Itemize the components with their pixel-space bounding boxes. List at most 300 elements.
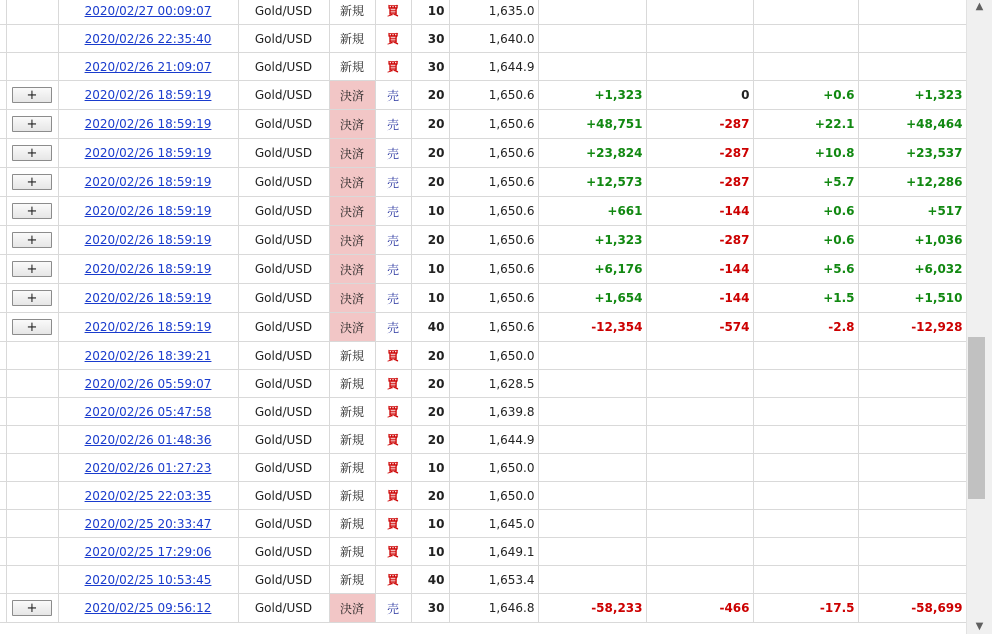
price-cell: 1,650.6: [449, 313, 538, 342]
expand-cell: [6, 139, 58, 168]
pl-cell: [538, 0, 646, 25]
symbol-cell: Gold/USD: [238, 594, 329, 623]
pips-cell: [753, 454, 858, 482]
trade-type-cell: 新規: [329, 566, 375, 594]
pl-cell: [538, 426, 646, 454]
expand-cell: [6, 81, 58, 110]
swap-cell: -574: [646, 313, 753, 342]
total-pl-cell: [858, 0, 966, 25]
scroll-thumb[interactable]: [968, 337, 985, 499]
pl-cell: +48,751: [538, 110, 646, 139]
price-cell: 1,650.6: [449, 197, 538, 226]
quantity-cell: 20: [411, 342, 449, 370]
total-pl-cell: +23,537: [858, 139, 966, 168]
trade-datetime-link[interactable]: 2020/02/26 05:47:58: [84, 404, 212, 419]
datetime-cell: [58, 110, 238, 139]
expand-cell: [6, 594, 58, 623]
pl-cell: [538, 538, 646, 566]
symbol-cell: Gold/USD: [238, 370, 329, 398]
trade-type-cell: 決済: [329, 594, 375, 623]
trade-type-cell: 決済: [329, 226, 375, 255]
expand-cell: [6, 538, 58, 566]
expand-button[interactable]: +: [12, 261, 52, 277]
table-row: [0, 566, 966, 594]
trade-side-cell: 売: [375, 594, 411, 623]
symbol-cell: Gold/USD: [238, 284, 329, 313]
pl-cell: -12,354: [538, 313, 646, 342]
table-row: [0, 313, 966, 342]
pips-cell: [753, 426, 858, 454]
swap-cell: -144: [646, 284, 753, 313]
total-pl-cell: +1,036: [858, 226, 966, 255]
trade-side-cell: 買: [375, 566, 411, 594]
quantity-cell: 30: [411, 25, 449, 53]
table-row: [0, 594, 966, 623]
price-cell: 1,650.6: [449, 81, 538, 110]
table-row: [0, 53, 966, 81]
trade-side-cell: 売: [375, 313, 411, 342]
table-row: [0, 168, 966, 197]
price-cell: 1,640.0: [449, 25, 538, 53]
expand-button[interactable]: +: [12, 174, 52, 190]
pips-cell: -2.8: [753, 313, 858, 342]
price-cell: 1,645.0: [449, 510, 538, 538]
expand-cell: [6, 454, 58, 482]
price-cell: 1,628.5: [449, 370, 538, 398]
swap-cell: -466: [646, 594, 753, 623]
expand-button[interactable]: +: [12, 145, 52, 161]
pips-cell: +0.6: [753, 197, 858, 226]
datetime-cell: [58, 197, 238, 226]
datetime-cell: [58, 426, 238, 454]
trade-datetime-link[interactable]: 2020/02/27 00:09:07: [84, 3, 212, 18]
pips-cell: +1.5: [753, 284, 858, 313]
table-row: [0, 110, 966, 139]
trade-datetime-link[interactable]: 2020/02/26 18:59:19: [84, 88, 212, 102]
trade-type-cell: 決済: [329, 139, 375, 168]
datetime-cell: [58, 255, 238, 284]
swap-cell: [646, 482, 753, 510]
datetime-cell: [58, 0, 238, 25]
quantity-cell: 10: [411, 284, 449, 313]
swap-cell: [646, 538, 753, 566]
price-cell: 1,635.0: [449, 0, 538, 25]
price-cell: 1,639.8: [449, 398, 538, 426]
trade-datetime-link[interactable]: 2020/02/26 18:59:19: [84, 204, 212, 218]
swap-cell: [646, 25, 753, 53]
total-pl-cell: [858, 482, 966, 510]
pips-cell: +22.1: [753, 110, 858, 139]
price-cell: 1,644.9: [449, 53, 538, 81]
swap-cell: [646, 426, 753, 454]
pips-cell: -17.5: [753, 594, 858, 623]
swap-cell: [646, 398, 753, 426]
swap-cell: -287: [646, 110, 753, 139]
quantity-cell: 40: [411, 566, 449, 594]
table-row: [0, 255, 966, 284]
quantity-cell: 30: [411, 53, 449, 81]
trade-side-cell: 買: [375, 0, 411, 25]
table-row: [0, 0, 966, 25]
datetime-cell: [58, 53, 238, 81]
swap-cell: [646, 370, 753, 398]
table-row: [0, 510, 966, 538]
pl-cell: -58,233: [538, 594, 646, 623]
trade-type-cell: 新規: [329, 342, 375, 370]
datetime-cell: [58, 398, 238, 426]
symbol-cell: Gold/USD: [238, 226, 329, 255]
table-row: [0, 284, 966, 313]
swap-cell: -287: [646, 168, 753, 197]
swap-cell: -287: [646, 226, 753, 255]
pips-cell: [753, 53, 858, 81]
pips-cell: +0.6: [753, 81, 858, 110]
table-row: [0, 538, 966, 566]
total-pl-cell: +6,032: [858, 255, 966, 284]
trade-datetime-link[interactable]: 2020/02/26 18:59:19: [84, 233, 212, 247]
expand-cell: [6, 426, 58, 454]
datetime-cell: [58, 284, 238, 313]
quantity-cell: 20: [411, 168, 449, 197]
expand-cell: [6, 168, 58, 197]
price-cell: 1,650.6: [449, 284, 538, 313]
symbol-cell: Gold/USD: [238, 0, 329, 25]
trade-datetime-link[interactable]: 2020/02/26 18:59:19: [84, 175, 212, 189]
datetime-cell: [58, 139, 238, 168]
scroll-up-icon[interactable]: ▲: [975, 1, 984, 12]
symbol-cell: Gold/USD: [238, 139, 329, 168]
pips-cell: [753, 482, 858, 510]
expand-cell: [6, 53, 58, 81]
table-row: [0, 370, 966, 398]
expand-button[interactable]: +: [12, 232, 52, 248]
trade-side-cell: 買: [375, 538, 411, 566]
pl-cell: [538, 398, 646, 426]
quantity-cell: 10: [411, 538, 449, 566]
trade-datetime-link[interactable]: 2020/02/26 22:35:40: [84, 31, 212, 46]
pl-cell: +1,323: [538, 226, 646, 255]
pips-cell: [753, 342, 858, 370]
trade-side-cell: 買: [375, 342, 411, 370]
pl-cell: +6,176: [538, 255, 646, 284]
total-pl-cell: [858, 53, 966, 81]
trade-datetime-link[interactable]: 2020/02/25 17:29:06: [84, 544, 212, 559]
table-row: [0, 139, 966, 168]
pips-cell: [753, 566, 858, 594]
trade-type-cell: 新規: [329, 426, 375, 454]
datetime-cell: [58, 313, 238, 342]
trade-type-cell: 決済: [329, 284, 375, 313]
datetime-cell: [58, 566, 238, 594]
pl-cell: +12,573: [538, 168, 646, 197]
trade-type-cell: 新規: [329, 538, 375, 566]
pips-cell: +5.7: [753, 168, 858, 197]
price-cell: 1,644.9: [449, 426, 538, 454]
expand-cell: [6, 25, 58, 53]
trade-side-cell: 売: [375, 197, 411, 226]
expand-cell: [6, 313, 58, 342]
trade-side-cell: 買: [375, 53, 411, 81]
swap-cell: -287: [646, 139, 753, 168]
symbol-cell: Gold/USD: [238, 81, 329, 110]
trade-datetime-link[interactable]: 2020/02/26 05:59:07: [84, 376, 212, 391]
table-row: [0, 426, 966, 454]
datetime-cell: [58, 510, 238, 538]
datetime-cell: [58, 226, 238, 255]
pl-cell: [538, 510, 646, 538]
datetime-cell: [58, 594, 238, 623]
symbol-cell: Gold/USD: [238, 454, 329, 482]
quantity-cell: 40: [411, 313, 449, 342]
total-pl-cell: [858, 538, 966, 566]
trade-datetime-link[interactable]: 2020/02/26 21:09:07: [84, 59, 212, 74]
quantity-cell: 20: [411, 482, 449, 510]
pips-cell: [753, 370, 858, 398]
symbol-cell: Gold/USD: [238, 168, 329, 197]
swap-cell: [646, 454, 753, 482]
symbol-cell: Gold/USD: [238, 255, 329, 284]
trade-type-cell: 決済: [329, 168, 375, 197]
expand-cell: [6, 0, 58, 25]
quantity-cell: 30: [411, 594, 449, 623]
expand-button[interactable]: +: [12, 116, 52, 132]
total-pl-cell: [858, 426, 966, 454]
trade-side-cell: 売: [375, 168, 411, 197]
trade-datetime-link[interactable]: 2020/02/25 10:53:45: [84, 572, 212, 587]
pl-cell: +1,654: [538, 284, 646, 313]
trade-type-cell: 新規: [329, 398, 375, 426]
trade-type-cell: 決済: [329, 255, 375, 284]
pl-cell: [538, 53, 646, 81]
swap-cell: -144: [646, 197, 753, 226]
pl-cell: [538, 454, 646, 482]
trade-datetime-link[interactable]: 2020/02/25 09:56:12: [84, 601, 212, 615]
trade-datetime-link[interactable]: 2020/02/26 18:39:21: [84, 348, 212, 363]
expand-cell: [6, 482, 58, 510]
price-cell: 1,650.0: [449, 342, 538, 370]
expand-cell: [6, 255, 58, 284]
symbol-cell: Gold/USD: [238, 25, 329, 53]
trade-side-cell: 売: [375, 81, 411, 110]
price-cell: 1,653.4: [449, 566, 538, 594]
quantity-cell: 20: [411, 226, 449, 255]
quantity-cell: 10: [411, 510, 449, 538]
price-cell: 1,650.6: [449, 226, 538, 255]
pl-cell: +1,323: [538, 81, 646, 110]
table-row: [0, 482, 966, 510]
quantity-cell: 10: [411, 454, 449, 482]
quantity-cell: 10: [411, 0, 449, 25]
total-pl-cell: [858, 370, 966, 398]
datetime-cell: [58, 538, 238, 566]
trade-datetime-link[interactable]: 2020/02/26 18:59:19: [84, 320, 212, 334]
pl-cell: [538, 370, 646, 398]
total-pl-cell: +12,286: [858, 168, 966, 197]
total-pl-cell: [858, 510, 966, 538]
price-cell: 1,646.8: [449, 594, 538, 623]
datetime-cell: [58, 342, 238, 370]
total-pl-cell: +48,464: [858, 110, 966, 139]
swap-cell: [646, 566, 753, 594]
expand-button[interactable]: +: [12, 600, 52, 616]
trade-side-cell: 買: [375, 454, 411, 482]
trade-type-cell: 新規: [329, 482, 375, 510]
symbol-cell: Gold/USD: [238, 510, 329, 538]
price-cell: 1,650.6: [449, 110, 538, 139]
trade-side-cell: 売: [375, 284, 411, 313]
expand-button[interactable]: +: [12, 319, 52, 335]
total-pl-cell: [858, 398, 966, 426]
datetime-cell: [58, 454, 238, 482]
symbol-cell: Gold/USD: [238, 482, 329, 510]
trade-datetime-link[interactable]: 2020/02/26 01:27:23: [84, 460, 212, 475]
table-row: [0, 81, 966, 110]
pips-cell: +0.6: [753, 226, 858, 255]
pl-cell: [538, 342, 646, 370]
symbol-cell: Gold/USD: [238, 313, 329, 342]
symbol-cell: Gold/USD: [238, 197, 329, 226]
expand-button[interactable]: +: [12, 290, 52, 306]
trade-side-cell: 買: [375, 25, 411, 53]
datetime-cell: [58, 370, 238, 398]
swap-cell: [646, 510, 753, 538]
datetime-cell: [58, 81, 238, 110]
quantity-cell: 20: [411, 81, 449, 110]
pl-cell: [538, 482, 646, 510]
vertical-scrollbar[interactable]: [966, 0, 992, 634]
expand-cell: [6, 110, 58, 139]
quantity-cell: 20: [411, 139, 449, 168]
expand-cell: [6, 197, 58, 226]
trade-datetime-link[interactable]: 2020/02/26 18:59:19: [84, 146, 212, 160]
table-row: [0, 226, 966, 255]
trade-datetime-link[interactable]: 2020/02/26 01:48:36: [84, 432, 212, 447]
expand-cell: [6, 510, 58, 538]
trade-datetime-link[interactable]: 2020/02/25 20:33:47: [84, 516, 212, 531]
trade-type-cell: 新規: [329, 53, 375, 81]
symbol-cell: Gold/USD: [238, 398, 329, 426]
trade-type-cell: 新規: [329, 25, 375, 53]
symbol-cell: Gold/USD: [238, 538, 329, 566]
total-pl-cell: [858, 566, 966, 594]
scroll-down-icon[interactable]: ▼: [975, 621, 984, 632]
trade-datetime-link[interactable]: 2020/02/25 22:03:35: [84, 488, 212, 503]
total-pl-cell: +1,323: [858, 81, 966, 110]
expand-cell: [6, 342, 58, 370]
pl-cell: +661: [538, 197, 646, 226]
trade-side-cell: 売: [375, 226, 411, 255]
symbol-cell: Gold/USD: [238, 426, 329, 454]
trade-type-cell: 新規: [329, 454, 375, 482]
symbol-cell: Gold/USD: [238, 566, 329, 594]
expand-cell: [6, 566, 58, 594]
swap-cell: 0: [646, 81, 753, 110]
trade-type-cell: 新規: [329, 0, 375, 25]
swap-cell: [646, 53, 753, 81]
price-cell: 1,650.0: [449, 454, 538, 482]
trade-side-cell: 買: [375, 370, 411, 398]
pl-cell: [538, 25, 646, 53]
table-row: [0, 398, 966, 426]
pips-cell: +5.6: [753, 255, 858, 284]
trade-side-cell: 買: [375, 482, 411, 510]
trade-side-cell: 売: [375, 110, 411, 139]
pips-cell: [753, 0, 858, 25]
total-pl-cell: [858, 25, 966, 53]
total-pl-cell: +1,510: [858, 284, 966, 313]
datetime-cell: [58, 482, 238, 510]
quantity-cell: 20: [411, 370, 449, 398]
pl-cell: +23,824: [538, 139, 646, 168]
expand-cell: [6, 284, 58, 313]
trade-type-cell: 決済: [329, 81, 375, 110]
symbol-cell: Gold/USD: [238, 53, 329, 81]
symbol-cell: Gold/USD: [238, 342, 329, 370]
expand-button[interactable]: +: [12, 87, 52, 103]
swap-cell: [646, 0, 753, 25]
trade-side-cell: 売: [375, 139, 411, 168]
swap-cell: [646, 342, 753, 370]
pips-cell: [753, 398, 858, 426]
quantity-cell: 10: [411, 255, 449, 284]
table-row: [0, 454, 966, 482]
price-cell: 1,650.6: [449, 255, 538, 284]
trade-type-cell: 新規: [329, 370, 375, 398]
datetime-cell: [58, 168, 238, 197]
expand-cell: [6, 370, 58, 398]
total-pl-cell: [858, 454, 966, 482]
quantity-cell: 20: [411, 110, 449, 139]
trade-type-cell: 決済: [329, 313, 375, 342]
table-row: [0, 342, 966, 370]
swap-cell: -144: [646, 255, 753, 284]
total-pl-cell: +517: [858, 197, 966, 226]
total-pl-cell: -12,928: [858, 313, 966, 342]
table-row: [0, 197, 966, 226]
price-cell: 1,650.6: [449, 139, 538, 168]
table-row: [0, 25, 966, 53]
trade-side-cell: 買: [375, 398, 411, 426]
trade-side-cell: 買: [375, 426, 411, 454]
quantity-cell: 20: [411, 426, 449, 454]
trade-side-cell: 買: [375, 510, 411, 538]
price-cell: 1,649.1: [449, 538, 538, 566]
price-cell: 1,650.0: [449, 482, 538, 510]
trade-datetime-link[interactable]: 2020/02/26 18:59:19: [84, 117, 212, 131]
expand-cell: [6, 226, 58, 255]
datetime-cell: [58, 25, 238, 53]
quantity-cell: 20: [411, 398, 449, 426]
trade-type-cell: 決済: [329, 197, 375, 226]
expand-button[interactable]: +: [12, 203, 52, 219]
total-pl-cell: [858, 342, 966, 370]
trade-datetime-link[interactable]: 2020/02/26 18:59:19: [84, 291, 212, 305]
price-cell: 1,650.6: [449, 168, 538, 197]
quantity-cell: 10: [411, 197, 449, 226]
pips-cell: [753, 510, 858, 538]
total-pl-cell: -58,699: [858, 594, 966, 623]
trade-side-cell: 売: [375, 255, 411, 284]
symbol-cell: Gold/USD: [238, 110, 329, 139]
trade-datetime-link[interactable]: 2020/02/26 18:59:19: [84, 262, 212, 276]
pips-cell: [753, 25, 858, 53]
trade-type-cell: 決済: [329, 110, 375, 139]
pl-cell: [538, 566, 646, 594]
expand-cell: [6, 398, 58, 426]
pips-cell: [753, 538, 858, 566]
trade-type-cell: 新規: [329, 510, 375, 538]
pips-cell: +10.8: [753, 139, 858, 168]
